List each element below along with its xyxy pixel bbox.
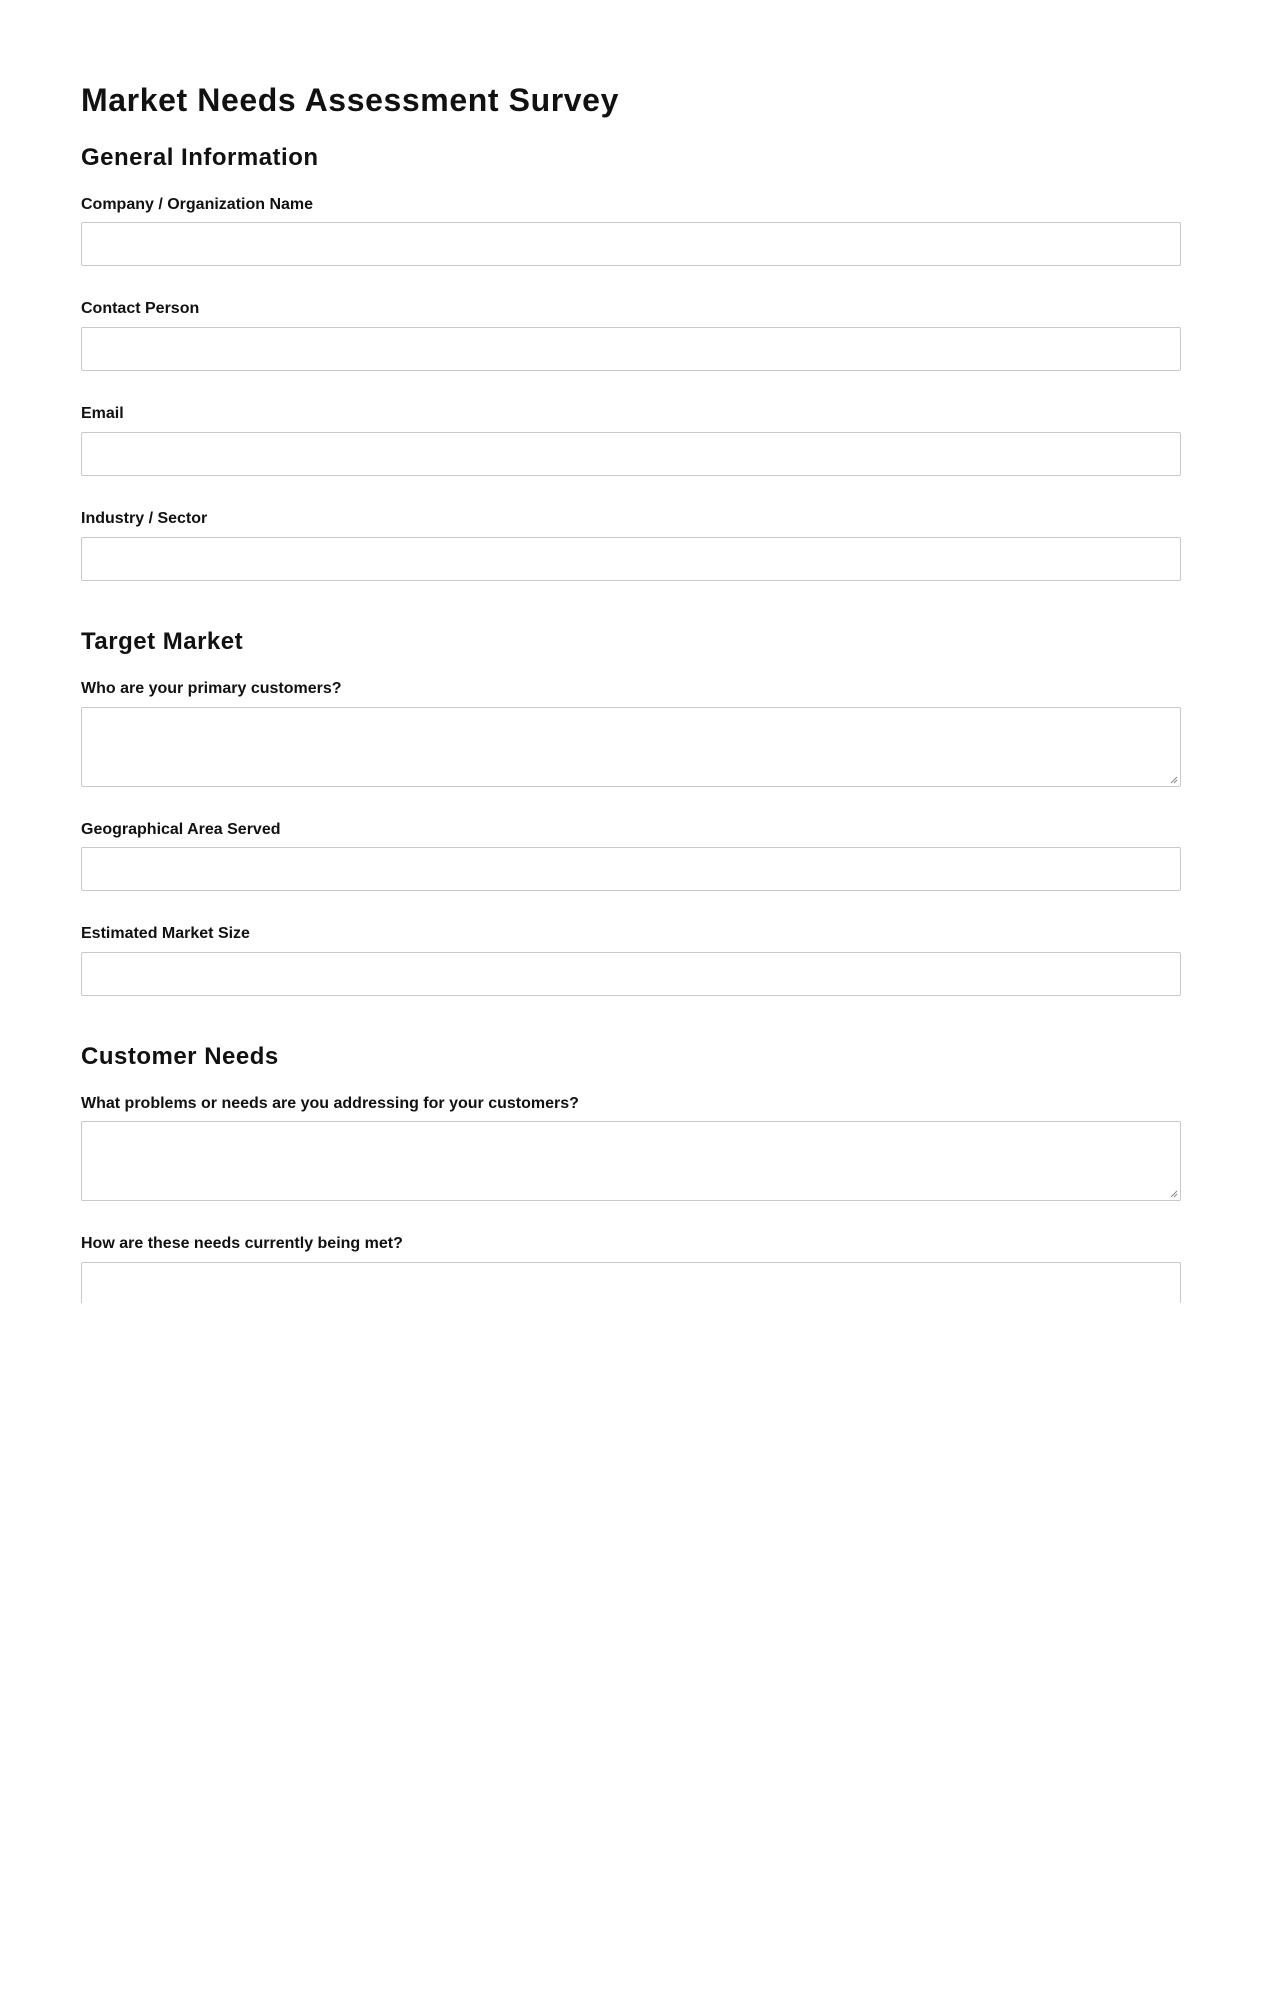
problems-needs-label: What problems or needs are you addressing for your customers? (81, 1095, 579, 1112)
company-name-input[interactable] (81, 222, 1181, 266)
section-title-customer-needs: Customer Needs (81, 1043, 279, 1070)
resize-handle-icon[interactable] (1170, 776, 1178, 784)
section-title-target-market: Target Market (81, 628, 244, 655)
geographical-area-label: Geographical Area Served (81, 821, 281, 838)
industry-sector-input[interactable] (81, 537, 1181, 581)
section-title-general: General Information (81, 144, 319, 171)
email-label: Email (81, 405, 124, 422)
company-name-label: Company / Organization Name (81, 196, 314, 213)
primary-customers-label: Who are your primary customers? (81, 680, 342, 697)
current-solutions-label: How are these needs currently being met? (81, 1235, 403, 1252)
page-title: Market Needs Assessment Survey (81, 82, 619, 118)
geographical-area-input[interactable] (81, 847, 1181, 891)
problems-needs-textarea[interactable] (81, 1121, 1181, 1201)
email-input[interactable] (81, 432, 1181, 476)
industry-sector-label: Industry / Sector (81, 510, 208, 527)
contact-person-label: Contact Person (81, 300, 200, 317)
market-size-label: Estimated Market Size (81, 925, 250, 942)
market-size-input[interactable] (81, 952, 1181, 996)
resize-handle-icon[interactable] (1170, 1190, 1178, 1198)
survey-form (81, 0, 1181, 1303)
primary-customers-textarea[interactable] (81, 707, 1181, 787)
contact-person-input[interactable] (81, 327, 1181, 371)
current-solutions-textarea[interactable] (81, 1262, 1181, 1303)
